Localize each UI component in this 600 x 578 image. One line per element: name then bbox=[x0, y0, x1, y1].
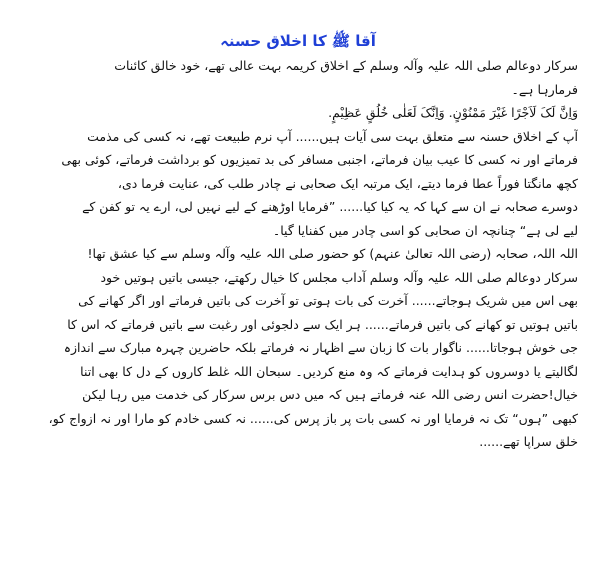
text-line: سرکار دوعالم صلی اللہ علیہ وآلہ وسلم کے اخلاق کریمہ بہت عالی تھے، خود خالق کائنات bbox=[114, 58, 578, 73]
text-line: آپ کے اخلاق حسنہ سے متعلق بہت سی آیات ہیں...... آپ نرم طبیعت تھے، نہ کسی کی مذمت bbox=[87, 128, 578, 144]
text-line: خلق سراپا تھے...... bbox=[479, 434, 578, 449]
text-line: لیے لی ہے“ چنانچہ ان صحابی کو اسی چادر میں کفنایا گیا۔ bbox=[272, 222, 578, 238]
text-line: بھی اس میں شریک ہوجاتے...... آخرت کی بات ہوتی تو آخرت کی باتیں فرماتے اور اگر کھانے کی bbox=[78, 293, 578, 308]
text-line: فرماتے اور نہ کسی کا عیب بیان فرماتے، اجنبی مسافر کی بد تمیزیوں کو برداشت فرماتے، کوئی بھی bbox=[61, 152, 578, 167]
text-line: خیال!حضرت انس رضی اللہ عنہ فرماتے ہیں کہ میں دس برس سرکار کی خدمت میں رہا لیکن bbox=[82, 387, 578, 402]
text-line: سرکار دوعالم صلی اللہ علیہ وآلہ وسلم آداب مجلس کا خیال رکھتے، جیسی باتیں ہوتیں خود bbox=[100, 269, 578, 285]
document-title: آقا ﷺ کا اخلاق حسنہ bbox=[220, 32, 376, 50]
text-line: کبھی ”ہوں“ تک نہ فرمایا اور نہ کسی بات پر باز پرس کی...... نہ کسی خادم کو مارا اور نہ ازواج کو، bbox=[48, 410, 578, 426]
verse-line: وَاِنَّ لَکَ لَاَجْرًا غَیْرَ مَمْنُوْنٍ. وَاِنَّکَ لَعَلٰی خُلُقٍ عَظِیْمٍ. bbox=[328, 105, 578, 120]
text-line: لگالیتے یا دوسروں کو ہدایت فرماتے کہ وہ منع کردیں۔ سبحان اللہ غلط کاروں کے دل کا بھی اتنا bbox=[80, 363, 578, 379]
quran-verse bbox=[18, 101, 578, 125]
paragraph-companions bbox=[18, 242, 578, 454]
text-line: باتیں ہوتیں تو کھانے کی باتیں فرماتے...... ہر ایک سے دلجوئی اور رغبت سے باتیں فرماتے کہ اس کا bbox=[67, 316, 578, 332]
text-line: جی خوش ہوجاتا...... ناگوار بات کا زبان سے اظہار نہ فرماتے بلکہ حاضرین چہرہ مبارک سے اندازہ bbox=[63, 340, 578, 355]
text-line: کچھ مانگتا فوراً عطا فرما دیتے، ایک مرتبہ ایک صحابی نے چادر طلب کی، عنایت فرما دی، bbox=[117, 175, 578, 191]
text-line: فرمارہا ہے۔ bbox=[511, 81, 578, 97]
paragraph-character bbox=[18, 125, 578, 243]
paragraph-intro bbox=[18, 54, 578, 101]
text-line: دوسرے صحابہ نے ان سے کہا کہ یہ کیا کیا...... ”فرمایا اوڑھنے کے لیے نہیں لی، ارے یہ تو کفن کے bbox=[82, 199, 578, 214]
text-line: اللہ اللہ، صحابہ (رضی اللہ تعالیٰ عنہم) کو حضور صلی اللہ علیہ وآلہ وسلم سے کیا عشق تھا! bbox=[87, 246, 578, 261]
